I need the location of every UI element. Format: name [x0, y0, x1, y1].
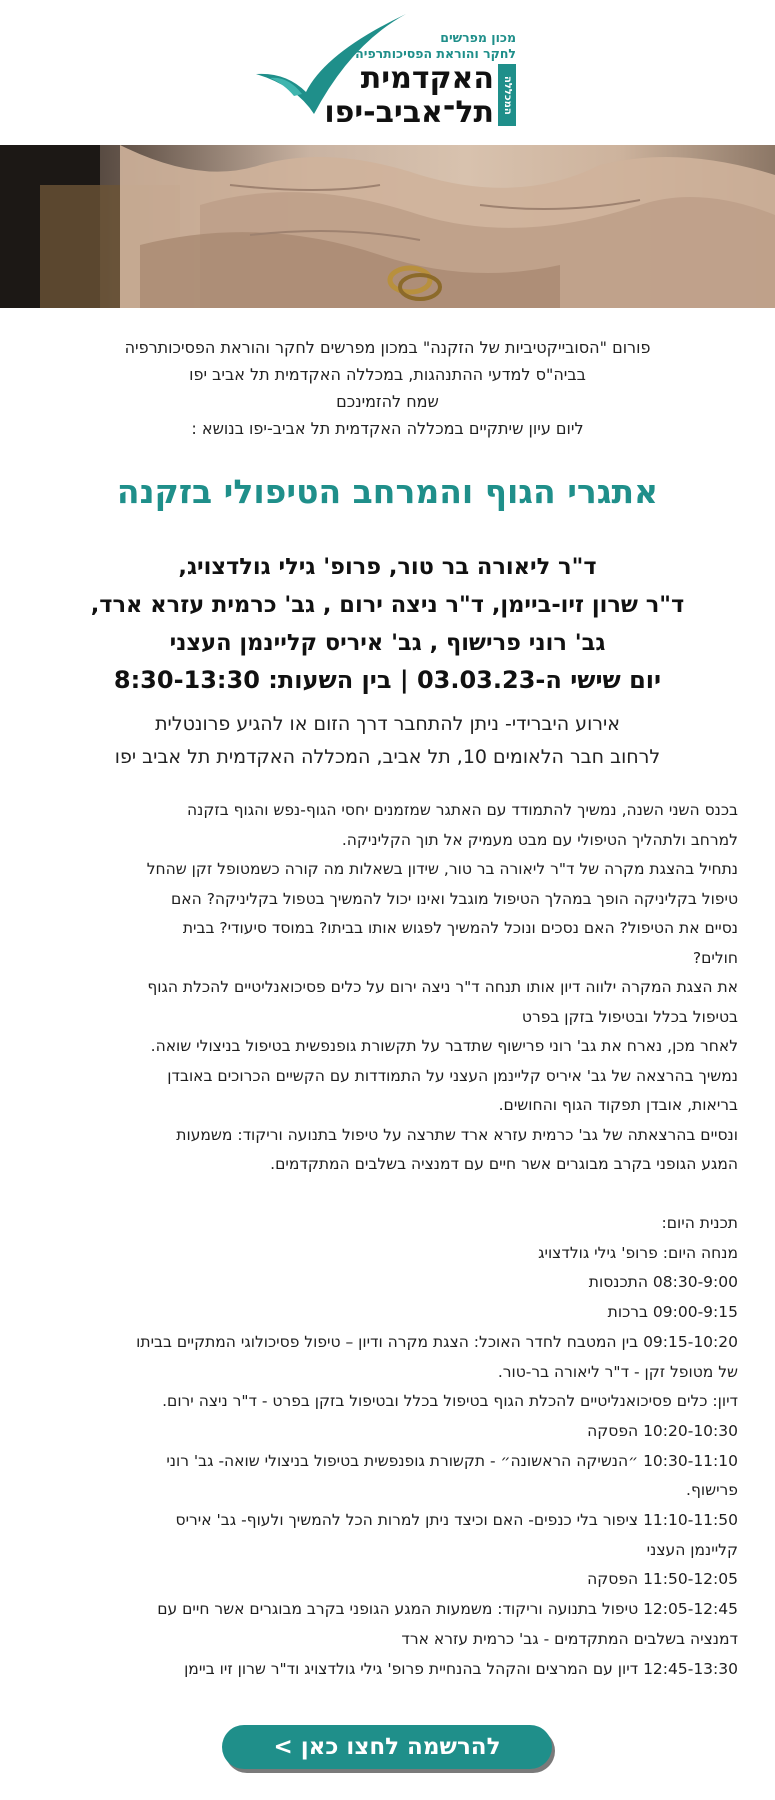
program-line: דיון: כלים פסיכואנליטיים להכלת הגוף בטיפול בכלל ובטיפול בזקן בפרט - ד"ר ניצה ירום.	[162, 1392, 738, 1411]
intro-line: שמח להזמינכם	[336, 392, 439, 411]
description-line: בכנס השני השנה, נמשיך להתמודד עם האתגר שמזמנים יחסי הגוף-נפש והגוף בזקנה	[187, 801, 738, 819]
event-description	[38, 796, 738, 1180]
program-line: 09:15-10:20 בין המטבח לחדר האוכל: הצגת מקרה ודיון – טיפול פסיכולוגי המתקיים בביתו	[136, 1332, 738, 1351]
day-program	[38, 1209, 738, 1684]
description-line: ונסיים בהרצאתה של גב' כרמית עזרא ארד שתרצה על טיפול בתנועה וריקוד: משמעות	[176, 1125, 738, 1144]
speakers-line: ד"ר ליאורה בר טור, פרופ' גילי גולדצויג,	[178, 554, 597, 580]
logo-line-institute: מכון מפרשים	[440, 30, 516, 45]
description-line: בטיפול בכלל ובטיפול בזקן בפרט	[521, 1007, 738, 1026]
program-line: 12:45-13:30 דיון עם המרצים והקהל בהנחיית פרופ' גילי גולדצויג וד"ר שרון זיו ביימן	[184, 1659, 738, 1678]
venue-line: לרחוב חבר הלאומים 10, תל אביב, המכללה האקדמית תל אביב יפו	[114, 746, 661, 768]
program-line: 08:30-9:00 התכנסות	[588, 1273, 738, 1292]
description-line: בריאות, אובדן תפקוד הגוף והחושים.	[498, 1096, 738, 1114]
college-logo	[256, 14, 516, 130]
speakers-line: ד"ר שרון זיו-ביימן, ד"ר ניצה ירום , גב' כרמית עזרא ארד,	[90, 592, 685, 618]
venue-line: אירוע היברידי- ניתן להתחבר דרך הזום או להגיע פרונטלית	[155, 713, 620, 735]
intro-line: בביה"ס למדעי ההתנהגות, במכללה האקדמית תל אביב יפו	[189, 365, 586, 384]
event-venue	[20, 708, 755, 774]
program-line: תכנית היום:	[661, 1214, 738, 1232]
program-line: 10:20-10:30 הפסקה	[587, 1421, 738, 1440]
description-line: נסיים את הטיפול? האם נסכים ונוכל להמשיך לפגוש אותו בביתו? במוסד סיעודי? בבית	[182, 919, 738, 937]
logo-line-city: תל־אביב-יפו	[324, 95, 494, 130]
program-line: מנחה היום: פרופ' גילי גולדצויג	[538, 1243, 738, 1262]
intro-line: פורום "הסובייקטיביות של הזקנה" במכון מפרשים לחקר והוראת הפסיכותרפיה	[124, 338, 651, 357]
program-line: 11:50-12:05 הפסקה	[587, 1570, 738, 1589]
register-button[interactable]: להרשמה לחצו כאן >	[222, 1725, 552, 1769]
program-line: קליינמן העצני	[646, 1540, 738, 1559]
description-line: המגע הגופני בקרב מבוגרים אשר חיים עם דמנציה בשלבים המתקדמים.	[270, 1155, 738, 1173]
program-line: פרישוף.	[686, 1481, 738, 1500]
event-headline: אתגרי הגוף והמרחב הטיפולי בזקנה	[116, 472, 659, 511]
description-line: טיפול בקליניקה הופך במהלך הטיפול מוגבל ואינו יכול להמשיך בטפול בקליניקה? האם	[171, 889, 738, 908]
description-line: לאחר מכן, נארח את גב' רוני פרישוף שתדבר על תקשורת גופנפשית בטיפול בניצולי שואה.	[150, 1037, 738, 1055]
description-line: למרחב ולתהליך הטיפולי עם מבט מעמיק אל תוך הקליניקה.	[341, 830, 738, 849]
program-line: 12:05-12:45 טיפול בתנועה וריקוד: משמעות המגע הגופני בקרב מבוגרים אשר חיים עם	[157, 1600, 738, 1619]
logo-line-subtitle: לחקר והוראת הפסיכותרפיה	[355, 46, 516, 61]
description-line: את הצגת המקרה ילווה דיון אותו תנחה ד"ר ניצה ירום על כלים פסיכואנליטיים להכלת הגוף	[147, 978, 738, 996]
speakers-line: גב' רוני פרישוף , גב' איריס קליינמן העצני	[169, 630, 606, 656]
hero-hands-image	[0, 145, 775, 308]
program-line: דמנציה בשלבים המתקדמים - גב' כרמית עזרא ארד	[401, 1629, 738, 1648]
speakers-list	[20, 548, 755, 662]
program-line: 11:10-11:50 ציפור בלי כנפים- האם וכיצד ניתן למרות הכל להמשיך ולעוף- גב' איריס	[175, 1511, 738, 1530]
description-line: נתחיל בהצגת מקרה של ד"ר ליאורה בר טור, שידון בשאלות מה קורה כשמטופל זקן שהחל	[146, 860, 738, 878]
event-datetime: יום שישי ה-03.03.23 | בין השעות: 8:30-13:30	[113, 666, 662, 694]
description-line: נמשיך בהרצאה של גב' איריס קליינמן העצני על התמודדות עם הקשיים הכרוכים באובדן	[167, 1066, 738, 1085]
program-line: 10:30-11:10 ״הנשיקה הראשונה״ - תקשורת גופנפשית בטיפול בניצולי שואה- גב' רוני	[166, 1451, 738, 1470]
program-line: של מטופל זקן - ד"ר ליאורה בר-טור.	[497, 1362, 738, 1381]
logo-vertical-label: המכללה	[498, 64, 516, 126]
description-line: חולים?	[692, 948, 738, 967]
program-line: 09:00-9:15 ברכות	[607, 1303, 738, 1322]
intro-line: ליום עיון שיתקיים במכללה האקדמית תל אביב-יפו בנושא :	[191, 419, 584, 438]
intro-text	[40, 334, 735, 442]
logo-line-academic: האקדמית	[360, 61, 494, 96]
